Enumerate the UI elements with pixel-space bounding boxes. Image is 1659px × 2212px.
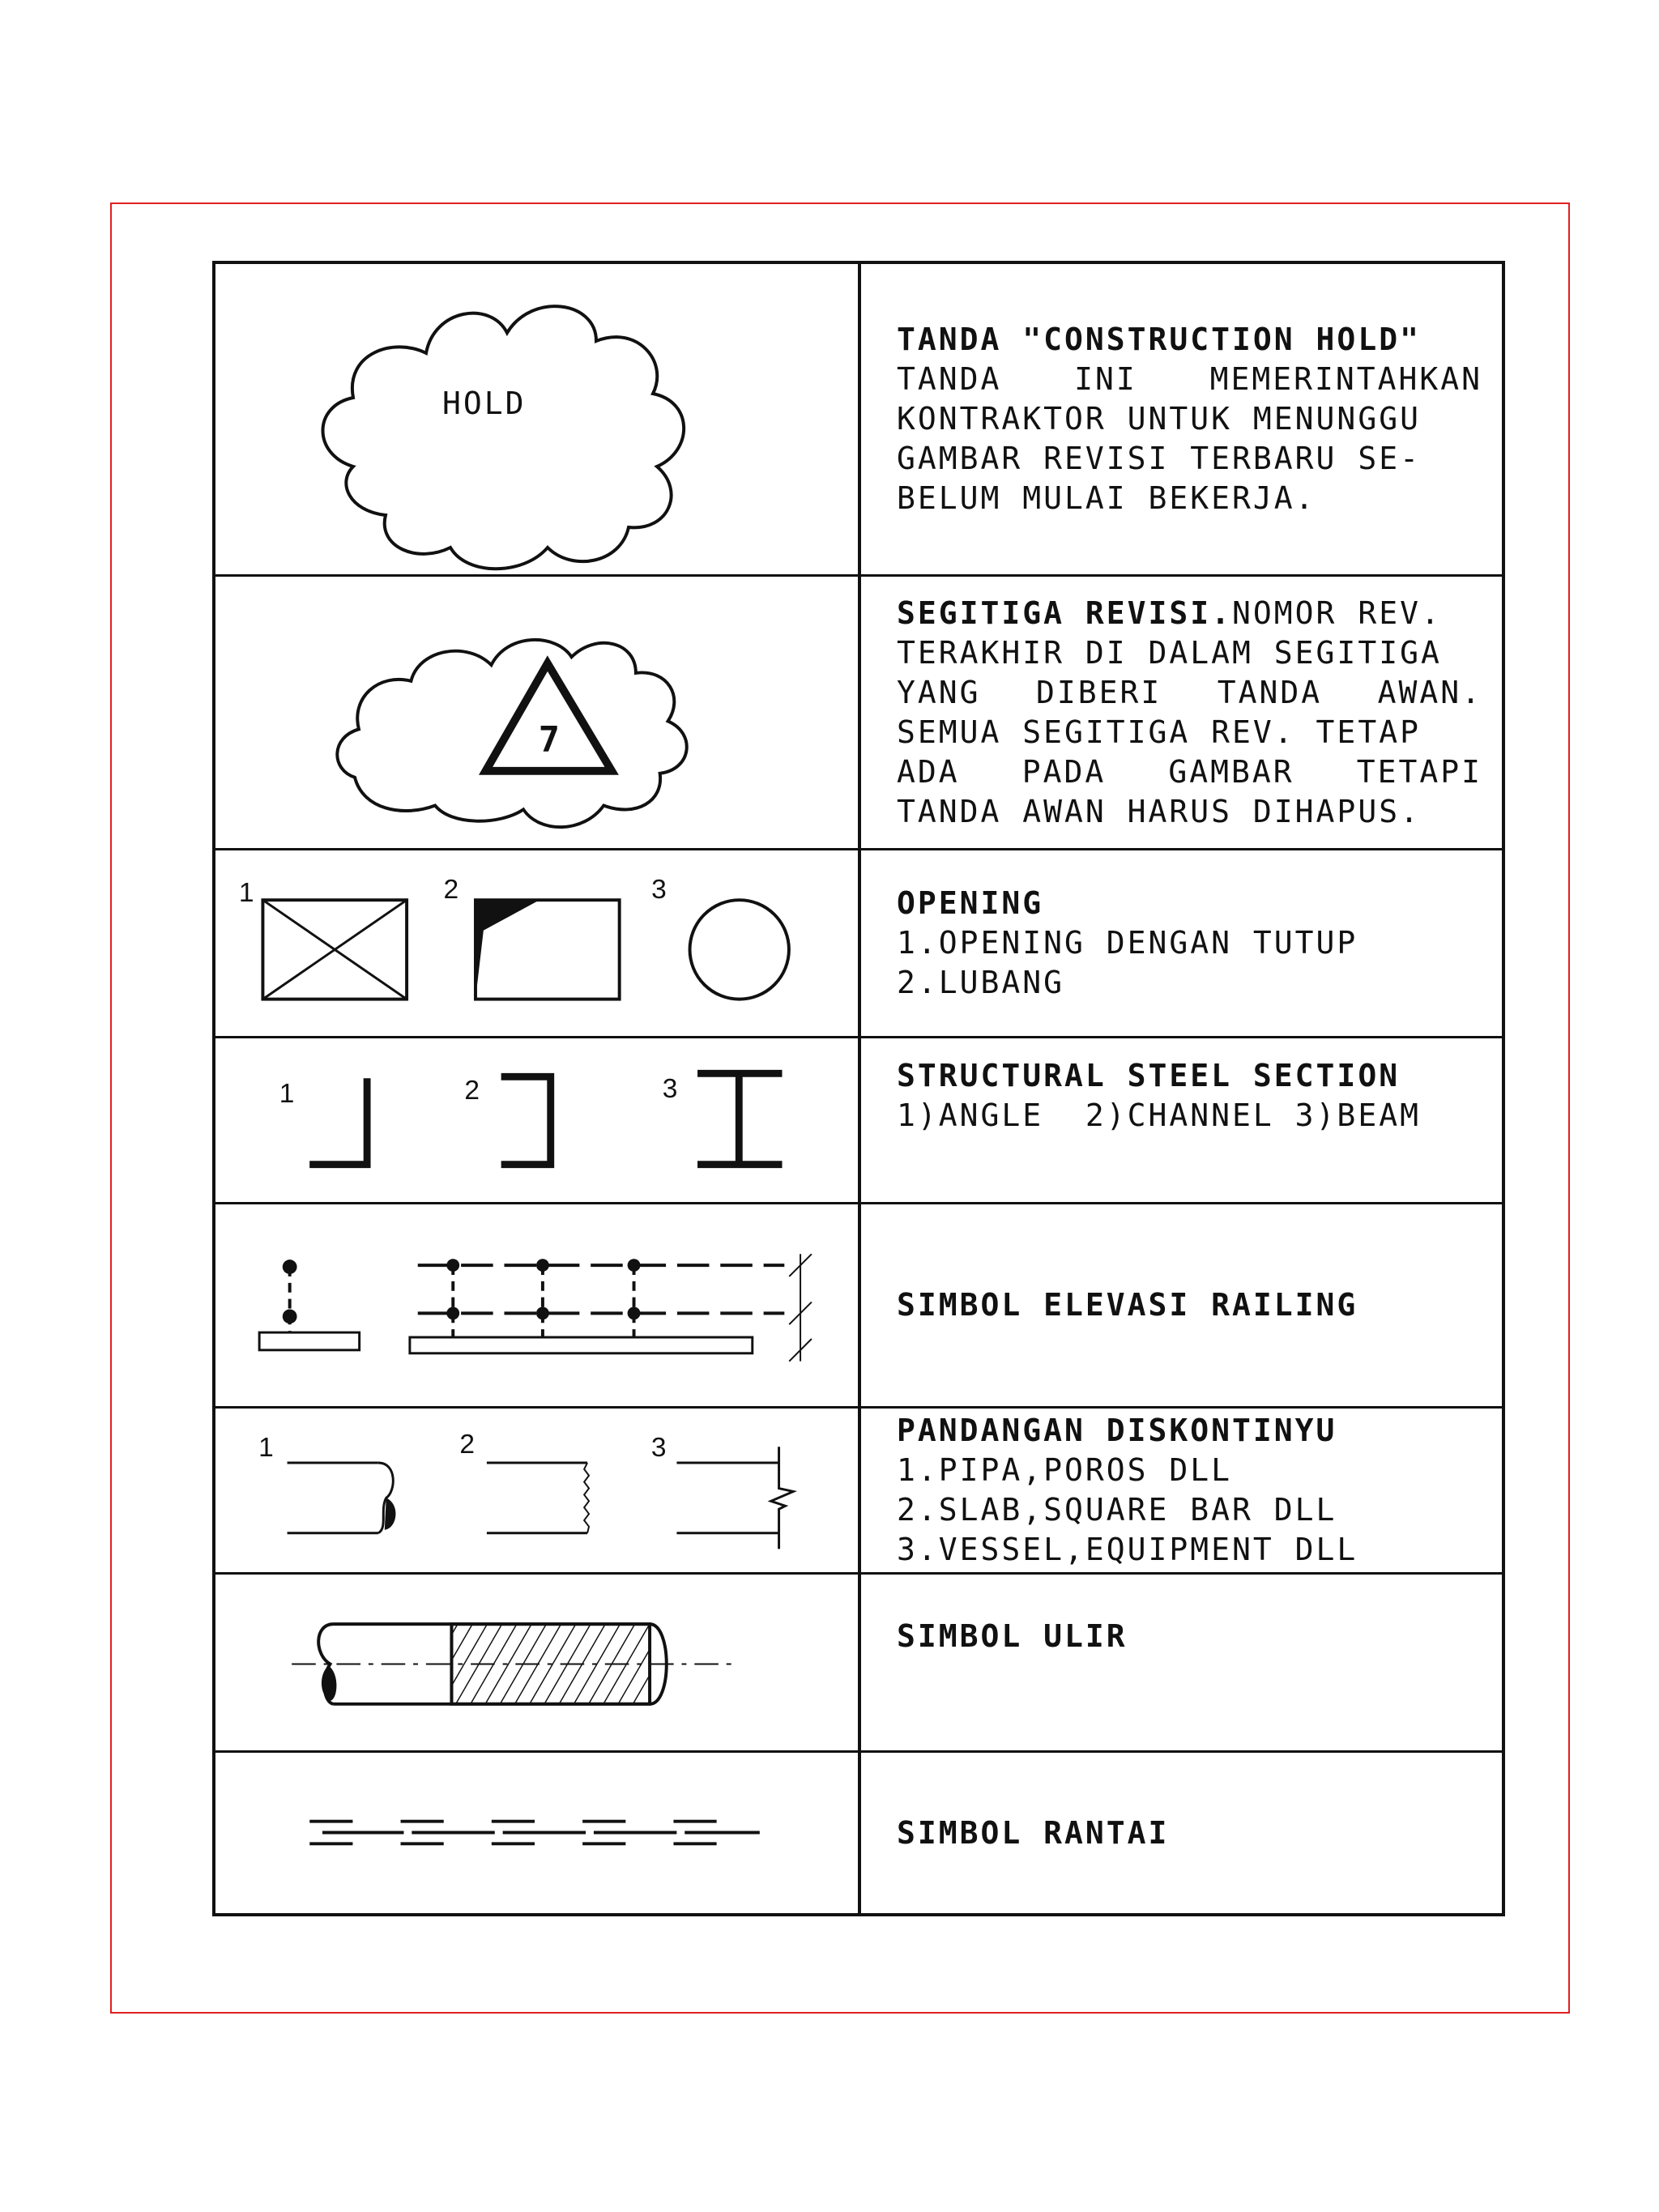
thread-symbol-icon	[215, 1575, 858, 1750]
text-line: 1.PIPA,POROS DLL	[897, 1452, 1233, 1488]
thread-text	[861, 1575, 1502, 1750]
symbol-number: 3	[650, 1433, 667, 1464]
discontinuous-view-icon	[215, 1409, 858, 1572]
text-line: TANDA INI MEMERINTAHKAN	[897, 361, 1482, 397]
text-line: GAMBAR REVISI TERBARU SE-	[897, 441, 1421, 476]
text-line: 2.LUBANG	[897, 965, 1065, 1000]
symbol-number: 1	[279, 1078, 295, 1109]
symbol-number: 1	[258, 1433, 274, 1464]
text-line: 3.VESSEL,EQUIPMENT DLL	[897, 1532, 1358, 1567]
construction-hold-text	[861, 264, 1502, 574]
text-line: 2.SLAB,SQUARE BAR DLL	[897, 1492, 1337, 1528]
text-line: YANG DIBERI TANDA AWAN.	[897, 674, 1482, 710]
opening-text	[861, 850, 1502, 1036]
symbol-number: 3	[662, 1073, 678, 1104]
symbol-number: 2	[464, 1075, 480, 1106]
symbol-table	[212, 261, 1505, 1916]
text-line: 1.OPENING DENGAN TUTUP	[897, 925, 1358, 961]
text-line: SIMBOL ELEVASI RAILING	[897, 1287, 1358, 1323]
text-title: PANDANGAN DISKONTINYU	[897, 1413, 1337, 1448]
text-line: NOMOR REV.	[1232, 595, 1442, 631]
chain-symbol-icon	[215, 1753, 858, 1913]
text-line: 1)ANGLE 2)CHANNEL 3)BEAM	[897, 1097, 1421, 1133]
text-title: STRUCTURAL STEEL SECTION	[897, 1058, 1401, 1093]
steel-section-text	[861, 1038, 1502, 1202]
row-railing	[215, 1202, 1502, 1406]
triangle-number: 7	[538, 720, 560, 761]
text-line: KONTRAKTOR UNTUK MENUNGGU	[897, 401, 1421, 437]
cloud-hold-label: HOLD	[442, 386, 527, 421]
row-chain	[215, 1750, 1502, 1913]
row-steel-section	[215, 1036, 1502, 1202]
opening-symbols-icon	[215, 850, 858, 1036]
symbol-number: 2	[443, 875, 459, 906]
symbol-number: 1	[238, 878, 254, 909]
revision-triangle-cloud-icon	[215, 577, 858, 848]
text-line: TANDA AWAN HARUS DIHAPUS.	[897, 793, 1421, 829]
row-thread	[215, 1572, 1502, 1750]
symbol-number: 3	[651, 875, 667, 906]
symbol-number: 2	[459, 1430, 476, 1460]
cloud-hold-icon	[215, 264, 858, 574]
row-opening	[215, 848, 1502, 1036]
text-title: OPENING	[897, 885, 1044, 921]
row-revision-triangle	[215, 574, 1502, 848]
text-line: SIMBOL RANTAI	[897, 1814, 1170, 1851]
row-construction-hold	[215, 264, 1502, 574]
text-line: SIMBOL ULIR	[897, 1618, 1128, 1654]
discontinuous-text	[861, 1409, 1502, 1572]
railing-elevation-icon	[215, 1204, 858, 1406]
text-title: SEGITIGA REVISI.	[897, 595, 1233, 631]
row-discontinuous	[215, 1406, 1502, 1572]
text-line: TERAKHIR DI DALAM SEGITIGA	[897, 634, 1442, 671]
steel-section-icon	[215, 1038, 858, 1202]
railing-text	[861, 1204, 1502, 1406]
chain-text	[861, 1753, 1502, 1913]
text-line: ADA PADA GAMBAR TETAPI	[897, 753, 1482, 790]
text-line: TANDA "CONSTRUCTION HOLD"	[897, 322, 1421, 357]
revision-triangle-text	[861, 577, 1502, 848]
text-line: SEMUA SEGITIGA REV. TETAP	[897, 714, 1421, 750]
text-line: BELUM MULAI BEKERJA.	[897, 480, 1316, 516]
